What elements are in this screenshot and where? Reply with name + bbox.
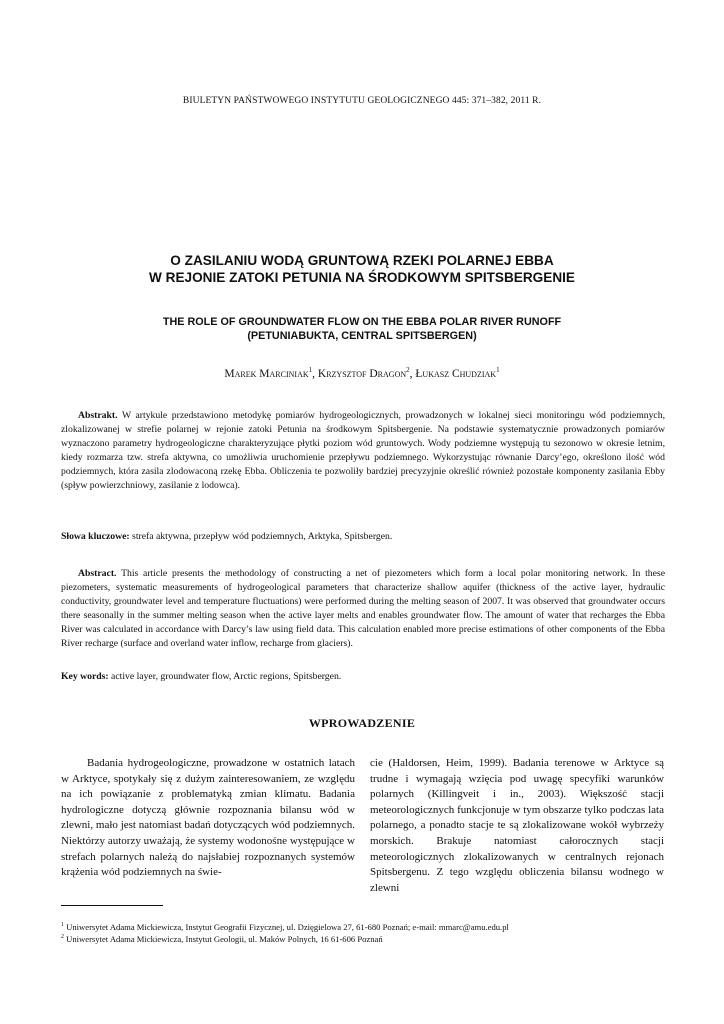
author-separator: ,: [312, 367, 318, 380]
keywords-english-label: Key words:: [61, 671, 109, 682]
author-separator: ,: [409, 367, 416, 380]
abstract-english-text: This article presents the methodology of constructing a net of piezometers which form a local polar monitoring network. In these piezometers, systematic measurements of hydrogeological parameters that characterize shallow aquifer (thickness of the active layer, hydraulic conductivity, groundwater level and temperature fluctuations) were performed during the melting season of 2007. It was observed that groundwater occurs there seasonally in the summer melting season when the active layer melts and enables groundwater flow. The amount of water that recharges the Ebba River was calculated in accordance with Darcy’s law using field data. This calculation enabled more precise estimations of other components of the Ebba River recharge (surface and overland water inflow, recharge from glaciers).: [61, 568, 666, 649]
title-english-line-2: (PETUNIABUKTA, CENTRAL SPITSBERGEN): [247, 330, 477, 342]
footnote-2: [61, 932, 665, 945]
footnote-divider: [61, 905, 163, 906]
keywords-polish-label: Słowa kluczowe:: [61, 531, 130, 542]
author-list: [60, 366, 664, 380]
journal-header: BIULETYN PAŃSTWOWEGO INSTYTUTU GEOLOGICZNEGO 445: 371–382, 2011 R.: [182, 96, 542, 106]
keywords-polish: [61, 530, 665, 544]
title-polish-line-1: O ZASILANIU WODĄ GRUNTOWĄ RZEKI POLARNEJ EBBA: [170, 253, 554, 268]
title-english-line-1: THE ROLE OF GROUNDWATER FLOW ON THE EBBA POLAR RIVER RUNOFF: [162, 316, 562, 328]
title-english: [60, 315, 664, 343]
keywords-polish-text: strefa aktywna, przepływ wód podziemnych, Arktyka, Spitsbergen.: [132, 531, 393, 542]
footnote-text: Uniwersytet Adama Mickiewicza, Instytut Geologii, ul. Maków Polnych, 16 61-606 Poznań: [66, 933, 383, 944]
keywords-english-text: active layer, groundwater flow, Arctic regions, Spitsbergen.: [111, 671, 342, 682]
author-affiliation: 2: [406, 366, 410, 374]
abstract-polish-label: Abstrakt.: [78, 410, 118, 421]
footnote-1: [61, 920, 665, 933]
keywords-english: [61, 670, 665, 684]
title-polish-line-2: W REJONIE ZATOKI PETUNIA NA ŚRODKOWYM SPITSBERGENIE: [149, 270, 575, 285]
footnote-text: Uniwersytet Adama Mickiewicza, Instytut Geografii Fizycznej, ul. Dzięgielowa 27, 61-680 Poznań; e-mail: mmarc@amu.edu.pl: [66, 921, 509, 932]
author-affiliation: 1: [496, 366, 500, 374]
abstract-polish-text: W artykule przedstawiono metodykę pomiarów hydrogeologicznych, prowadzonych w lokalnej sieci monitoringu wód podziemnych, zlokalizowanej w strefie polarnej w rejonie zatoki Petunia na środkowym Spitsbergenie. Na podstawie systematycznie prowadzonych pomiarów wyznaczono parametry hydrogeologiczne charakteryzujące płytki poziom wód gruntowych. Wody podziemne występują tu sezonowo w okresie letnim, kiedy rozmarza tzw. strefa aktywna, co umożliwia uruchomienie przepływu podziemnego. Wykorzystując równanie Darcy’ego, określono ilość wód podziemnych, która zasila zlodowaconą rzekę Ebba. Obliczenia te pozwoliły bardziej precyzyjnie określić również pozostałe komponenty zasilania Ebby (spływ powierzchniowy, zasilanie z lodowca).: [61, 410, 665, 491]
footnote-number: 1: [61, 922, 64, 928]
abstract-polish: [61, 409, 665, 492]
author-name: Krzysztof Dragon: [317, 367, 407, 380]
footnote-number: 2: [61, 934, 64, 940]
abstract-english-label: Abstract.: [78, 568, 117, 579]
author-name: Marek Marciniak: [224, 367, 309, 380]
title-polish: [60, 252, 664, 286]
body-column-left: Badania hydrogeologiczne, prowadzone w ostatnich latach w Arktyce, spotykały się z dużym zainteresowaniem, ze względu na ich powiązanie z problematyką zmian klimatu. Badania hydrologiczne dotyczą głównie rozpoznania bilansu wód w zlewni, mało jest natomiast badań dotyczących wód podziemnych. Niektórzy autorzy uważają, że systemy wodonośne występujące w strefach polarnych należą do najsłabiej rozpoznanych systemów krążenia wód podziemnych na świe-: [61, 757, 355, 879]
body-column-right: cie (Haldorsen, Heim, 1999). Badania terenowe w Arktyce są trudne i wymagają wzięcia pod uwagę specyfiki warunków polarnych (Killingveit i in., 2003). Większość stacji meteorologicznych funkcjonuje w tym obszarze tylko podczas lata polarnego, a ponadto stacje te są zlokalizowane wokół wybrzeży morskich. Brakuje natomiast całorocznych stacji meteorologicznych zlokalizowanych w centralnych rejonach Spitsbergenu. Z tego względu obliczenia bilansu wodnego w zlewni: [370, 757, 664, 894]
author-name: Łukasz Chudziak: [415, 367, 497, 380]
author-affiliation: 1: [308, 366, 313, 374]
abstract-english: [61, 567, 665, 650]
section-heading: WPROWADZENIE: [308, 716, 416, 730]
